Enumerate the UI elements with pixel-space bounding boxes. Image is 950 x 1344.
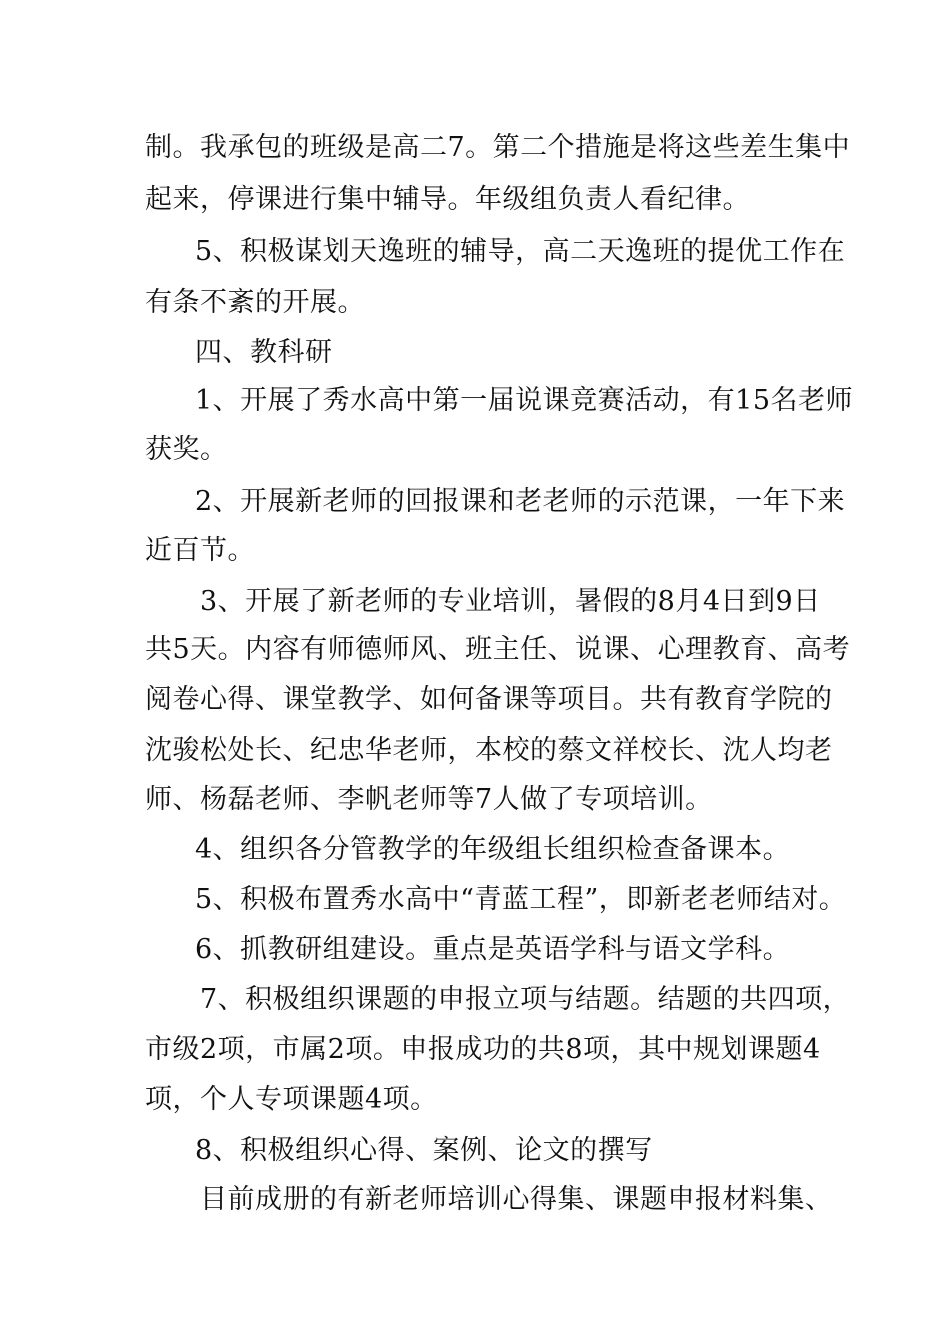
text-line-20: 项，个人专项课题4项。 <box>145 1084 438 1115</box>
text-line-13: 沈骏松处长、纪忠华老师，本校的蔡文祥校长、沈人均老 <box>145 735 833 766</box>
text-line-21: 8、积极组织心得、案例、论文的撰写 <box>195 1135 653 1166</box>
text-line-22: 目前成册的有新老师培训心得集、课题申报材料集、 <box>200 1184 833 1215</box>
text-line-17: 6、抓教研组建设。重点是英语学科与语文学科。 <box>195 934 791 965</box>
text-line-9: 近百节。 <box>145 535 255 566</box>
text-line-8: 2、开展新老师的回报课和老老师的示范课，一年下来 <box>195 486 846 517</box>
text-line-4: 有条不紊的开展。 <box>145 287 365 318</box>
text-line-3: 5、积极谋划天逸班的辅导，高二天逸班的提优工作在 <box>195 236 846 267</box>
text-line-12: 阅卷心得、课堂教学、如何备课等项目。共有教育学院的 <box>145 684 833 715</box>
text-line-14: 师、杨磊老师、李帆老师等7人做了专项培训。 <box>145 784 713 815</box>
text-line-7: 获奖。 <box>145 434 228 465</box>
text-line-10: 3、开展了新老师的专业培训，暑假的8月4日到9日 <box>200 586 821 617</box>
text-line-2: 起来，停课进行集中辅导。年级组负责人看纪律。 <box>145 184 750 215</box>
text-line-6: 1、开展了秀水高中第一届说课竞赛活动，有15名老师 <box>195 385 854 416</box>
text-line-11: 共5天。内容有师德师风、班主任、说课、心理教育、高考 <box>145 634 851 665</box>
section-heading: 四、教科研 <box>195 337 333 368</box>
text-line-1: 制。我承包的班级是高二7。第二个措施是将这些差生集中 <box>145 132 851 163</box>
text-line-18: 7、积极组织课题的申报立项与结题。结题的共四项， <box>200 984 851 1015</box>
text-line-15: 4、组织各分管教学的年级组长组织检查备课本。 <box>195 834 791 865</box>
text-line-19: 市级2项，市属2项。申报成功的共8项，其中规划课题4 <box>145 1034 821 1065</box>
text-line-16: 5、积极布置秀水高中“青蓝工程”，即新老老师结对。 <box>195 884 847 915</box>
